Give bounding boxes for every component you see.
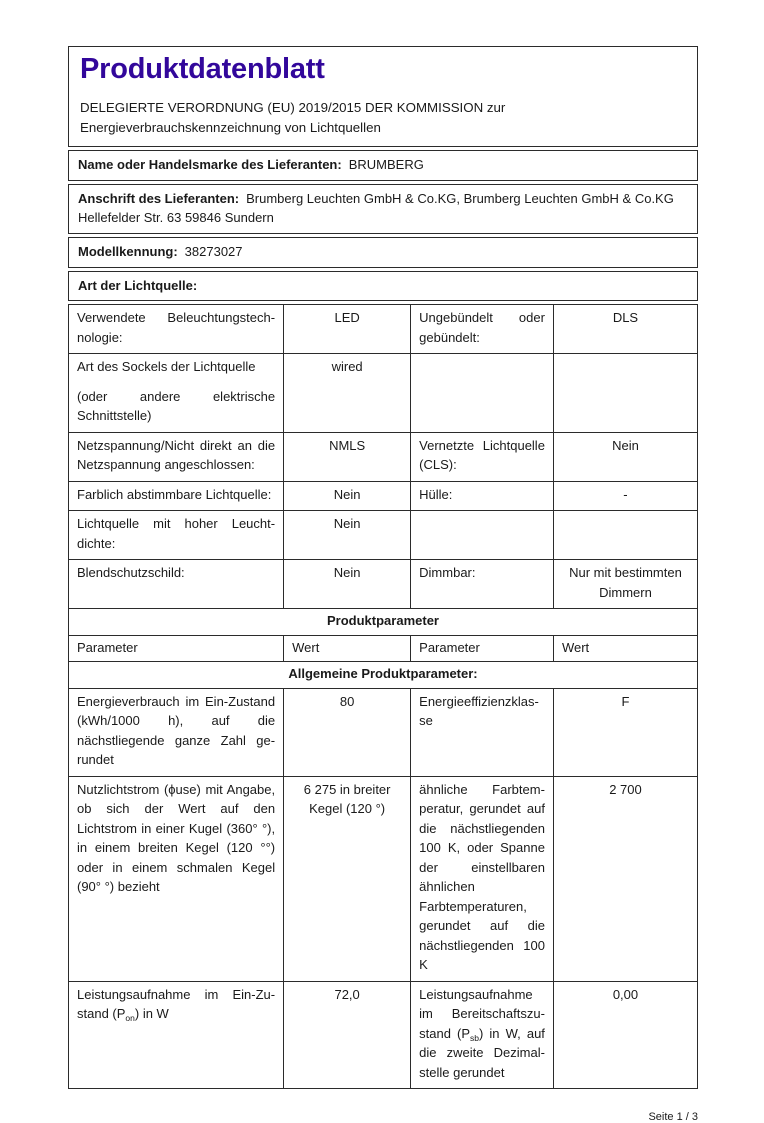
value-cell: DLS <box>553 305 697 354</box>
param-cell: Dimmbar: <box>411 560 554 609</box>
supplier-address-section <box>68 184 698 234</box>
supplier-name-value: BRUMBERG <box>348 157 424 173</box>
param-text: ) in W, auf die zweite Dezimalstelle gerundet <box>419 1025 545 1080</box>
title-section <box>68 46 698 147</box>
value-cell: Nein <box>284 481 411 511</box>
column-header: Wert <box>553 635 697 662</box>
value-cell: Nein <box>553 432 697 481</box>
param-text: Leistungsaufnahme im Bereitschaftszustand (P <box>419 986 545 1041</box>
regulation-subtitle-line2: Energieverbrauchskennzeichnung von Lichtquellen <box>80 120 381 136</box>
param-cell: Energieeffizienzklasse <box>411 688 554 776</box>
value-cell: 80 <box>284 688 411 776</box>
table-row <box>69 981 698 1089</box>
value-cell: Nein <box>284 560 411 609</box>
general-parameters-header: Allgemeine Produktparameter: <box>69 662 698 689</box>
table-row <box>69 354 698 433</box>
table-section-header-row <box>69 609 698 636</box>
value-cell: Nein <box>284 511 411 560</box>
value-cell: 72,0 <box>284 981 411 1089</box>
param-cell: Lichtquelle mit hoher Leuchtdichte: <box>69 511 284 560</box>
supplier-name-label: Name oder Handelsmarke des Lieferanten: <box>78 157 342 173</box>
param-cell: ähnliche Farbtemperatur, gerundet auf die nächstliegenden 100 K, oder Spanne der einstellbaren ähnlichen Farbtemperaturen, gerundet auf die nächstliegenden 100 K <box>411 776 554 981</box>
param-cell: Farblich abstimmbare Lichtquelle: <box>69 481 284 511</box>
param-cell: Verwendete Beleuchtungstechnologie: <box>69 305 284 354</box>
table-row <box>69 688 698 776</box>
parameters-table <box>68 304 698 1089</box>
value-cell: 6 275 in breiter Kegel (120 °) <box>284 776 411 981</box>
param-cell: Hülle: <box>411 481 554 511</box>
param-cell: Blendschutzschild: <box>69 560 284 609</box>
table-row <box>69 511 698 560</box>
subscript-sb: sb <box>470 1032 480 1043</box>
param-cell <box>411 511 554 560</box>
param-cell: Nutzlichtstrom (ϕuse) mit Angabe, ob sich der Wert auf den Lichtstrom in einer Kugel (360° °), in einem breiten Kegel (120 °°) oder in einem schmalen Kegel (90° °) bezieht <box>69 776 284 981</box>
supplier-address-label: Anschrift des Lieferanten: <box>78 191 240 207</box>
subscript-on: on <box>125 1013 135 1024</box>
supplier-name-section <box>68 150 698 181</box>
column-header: Parameter <box>411 635 554 662</box>
regulation-subtitle <box>80 98 686 138</box>
param-cell: Energieverbrauch im Ein-Zustand (kWh/1000 h), auf die nächstliegende ganze Zahl gerundet <box>69 688 284 776</box>
model-id-value: 38273027 <box>184 243 243 259</box>
product-parameters-header: Produktparameter <box>69 609 698 636</box>
value-cell: F <box>553 688 697 776</box>
table-row <box>69 432 698 481</box>
param-cell <box>69 354 284 433</box>
page-title: Produktdatenblatt <box>80 53 325 85</box>
param-cell <box>411 981 554 1089</box>
param-cell: Netzspannung/Nicht direkt an die Netzspannung angeschlossen: <box>69 432 284 481</box>
supplier-address-value: Brumberg Leuchten GmbH & Co.KG, Brumberg Leuchten GmbH & Co.KG Hellefelder Str. 63 59846 Sundern <box>78 191 674 225</box>
param-cell <box>69 981 284 1089</box>
value-cell: wired <box>284 354 411 433</box>
model-id-label: Modellkennung: <box>78 243 178 259</box>
model-id-section <box>68 237 698 268</box>
product-datasheet <box>68 46 698 1123</box>
param-text: ) in W <box>134 1006 169 1022</box>
param-text: Leistungsaufnahme im Ein-Zustand (P <box>77 986 276 1022</box>
value-cell: 0,00 <box>553 981 697 1089</box>
column-header: Wert <box>284 635 411 662</box>
param-text: Art des Sockels der Lichtquelle <box>77 359 256 375</box>
light-source-type-header <box>68 271 698 302</box>
value-cell <box>553 511 697 560</box>
param-text-continued: (oder andere elektrische Schnittstelle) <box>77 388 276 424</box>
column-header: Parameter <box>69 635 284 662</box>
value-cell: NMLS <box>284 432 411 481</box>
table-row <box>69 305 698 354</box>
table-row <box>69 560 698 609</box>
param-cell: Vernetzte Lichtquelle (CLS): <box>411 432 554 481</box>
column-header-row <box>69 635 698 662</box>
value-cell: - <box>553 481 697 511</box>
param-cell: Ungebündelt oder gebündelt: <box>411 305 554 354</box>
regulation-subtitle-line1: DELEGIERTE VERORDNUNG (EU) 2019/2015 DER KOMMISSION zur <box>80 100 506 116</box>
light-source-type-label: Art der Lichtquelle: <box>78 277 198 293</box>
table-row <box>69 481 698 511</box>
table-section-header-row <box>69 662 698 689</box>
page-number: Seite 1 / 3 <box>648 1111 698 1123</box>
value-cell: LED <box>284 305 411 354</box>
value-cell: Nur mit bestimmten Dimmern <box>553 560 697 609</box>
value-cell: 2 700 <box>553 776 697 981</box>
param-cell <box>411 354 554 433</box>
table-row <box>69 776 698 981</box>
value-cell <box>553 354 697 433</box>
